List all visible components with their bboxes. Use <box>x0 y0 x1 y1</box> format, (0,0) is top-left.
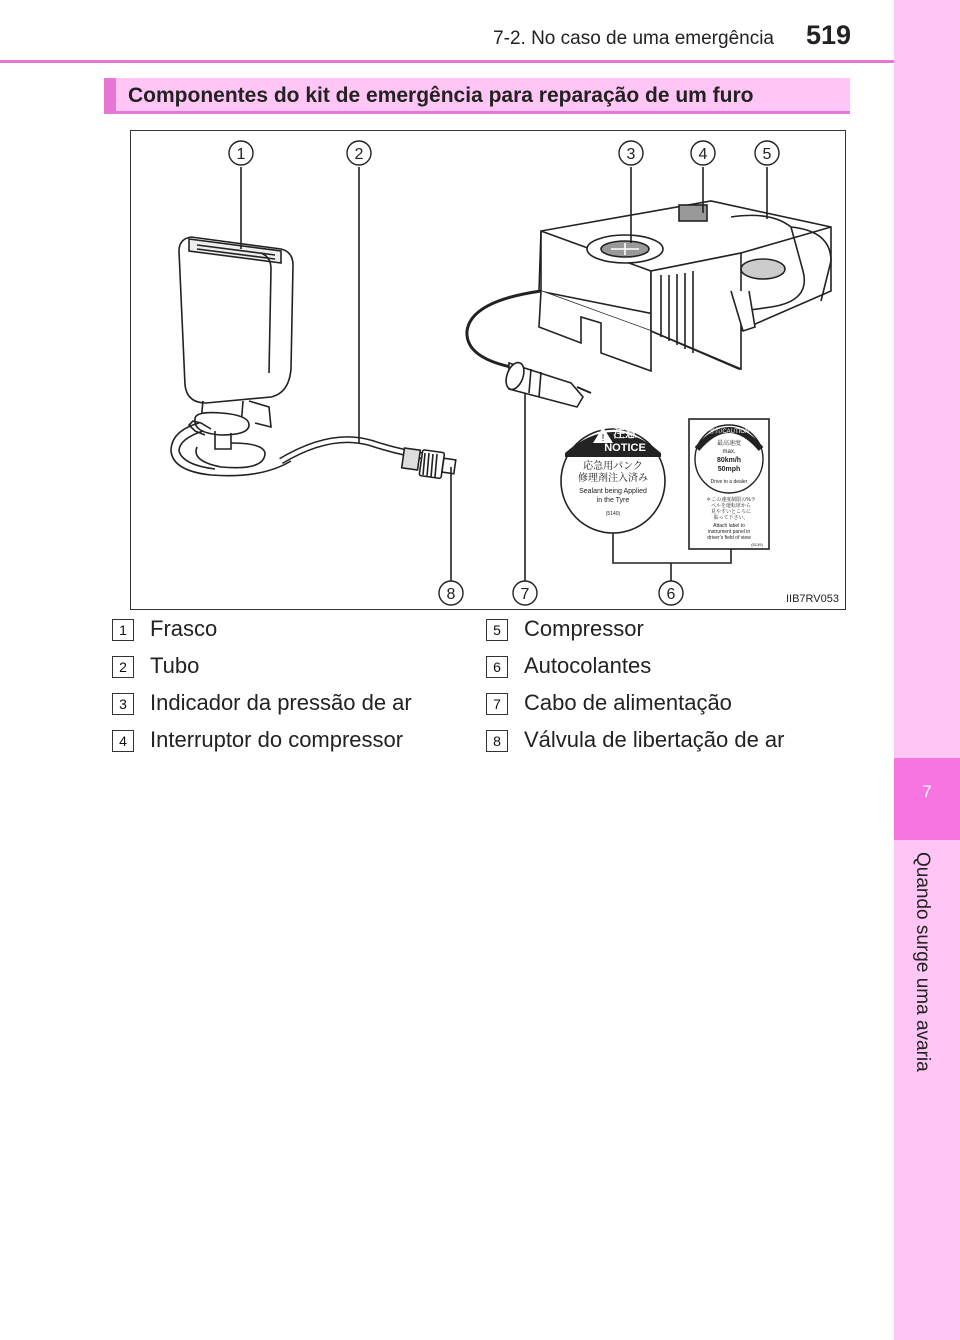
legend-item <box>112 614 492 644</box>
banner-accent <box>104 78 116 111</box>
callout-8: 8 <box>446 586 456 603</box>
legend-text: Interruptor do compressor <box>150 727 404 752</box>
callout-4: 4 <box>698 146 708 163</box>
caution-mph: 50mph <box>717 466 741 473</box>
callout-6: 6 <box>666 586 676 603</box>
notice-en-line2: in the Tyre <box>596 497 630 504</box>
legend-item <box>112 688 492 718</box>
callout-1: 1 <box>236 146 246 163</box>
header-section-title: 7-2. No caso de uma emergência <box>493 28 774 49</box>
chapter-number: 7 <box>922 782 932 801</box>
notice-code: (5140) <box>605 511 621 517</box>
caution-max: max. <box>722 449 736 455</box>
legend-item <box>486 614 866 644</box>
bottle-drawing <box>171 237 293 476</box>
notice-en-line1: Sealant being Applied <box>579 488 647 495</box>
legend-number: 6 <box>486 656 508 678</box>
legend-item <box>486 651 866 681</box>
notice-jp-line1: 応急用パンク <box>583 461 643 472</box>
legend-text: Tubo <box>150 653 200 678</box>
notice-jp-line2: 修理剤注入済み <box>578 473 648 484</box>
caution-jp-note4: 貼って下さい。 <box>713 515 749 521</box>
legend-text: Compressor <box>524 616 644 641</box>
figure-code: IIB7RV053 <box>785 593 839 605</box>
legend-text: Indicador da pressão de ar <box>150 690 412 715</box>
legend-number: 1 <box>112 619 134 641</box>
legend-number: 2 <box>112 656 134 678</box>
caution-code: (5139) <box>751 542 763 547</box>
caution-label <box>689 419 769 549</box>
caution-kmh: 80km/h <box>716 457 742 464</box>
caution-dealer: Drive to a dealer <box>710 479 748 485</box>
legend-text: Cabo de alimentação <box>524 690 732 715</box>
hose-drawing <box>281 440 456 479</box>
section-title: Componentes do kit de emergência para reparação de um furo <box>128 84 754 107</box>
caution-jp-note2: ベルを運転席から <box>710 503 752 509</box>
section-banner <box>104 78 850 114</box>
callout-3: 3 <box>626 146 636 163</box>
chapter-side-tab <box>894 0 960 1340</box>
page-number: 519 <box>806 20 852 50</box>
compressor-drawing <box>539 201 831 371</box>
notice-jp-top: 注意 <box>612 426 638 440</box>
legend-number: 5 <box>486 619 508 641</box>
caution-en-note1: Attach label to <box>713 523 745 529</box>
legend-item <box>486 688 866 718</box>
notice-label <box>561 425 665 533</box>
caution-en-note2: instrument panel in <box>707 529 751 535</box>
kit-drawing <box>131 131 847 611</box>
caution-jp-note3: 見やすいところに <box>710 509 752 515</box>
callout-2: 2 <box>354 146 364 163</box>
legend-item <box>112 651 492 681</box>
kit-illustration <box>130 130 846 610</box>
notice-en-top: NOTICE <box>604 442 646 454</box>
svg-text:!: ! <box>601 433 605 444</box>
chapter-title: Quando surge uma avaria <box>912 852 933 1072</box>
caution-word: 警告/CAUTION <box>708 429 750 435</box>
legend-text: Frasco <box>150 616 218 641</box>
legend-item <box>112 725 492 755</box>
header-rule <box>0 60 894 63</box>
legend-item <box>486 725 866 755</box>
callout-5: 5 <box>762 146 772 163</box>
caution-en-note3: driver's field of view <box>707 535 751 541</box>
legend-number: 7 <box>486 693 508 715</box>
callout-7: 7 <box>520 586 530 603</box>
caution-jp-note1: ＊この速度制限の%ラ <box>706 497 756 503</box>
caution-jp-speed: 最高速度 <box>716 441 742 447</box>
legend-number: 3 <box>112 693 134 715</box>
legend-number: 8 <box>486 730 508 752</box>
legend-text: Válvula de libertação de ar <box>524 727 785 752</box>
legend-text: Autocolantes <box>524 653 652 678</box>
legend-number: 4 <box>112 730 134 752</box>
